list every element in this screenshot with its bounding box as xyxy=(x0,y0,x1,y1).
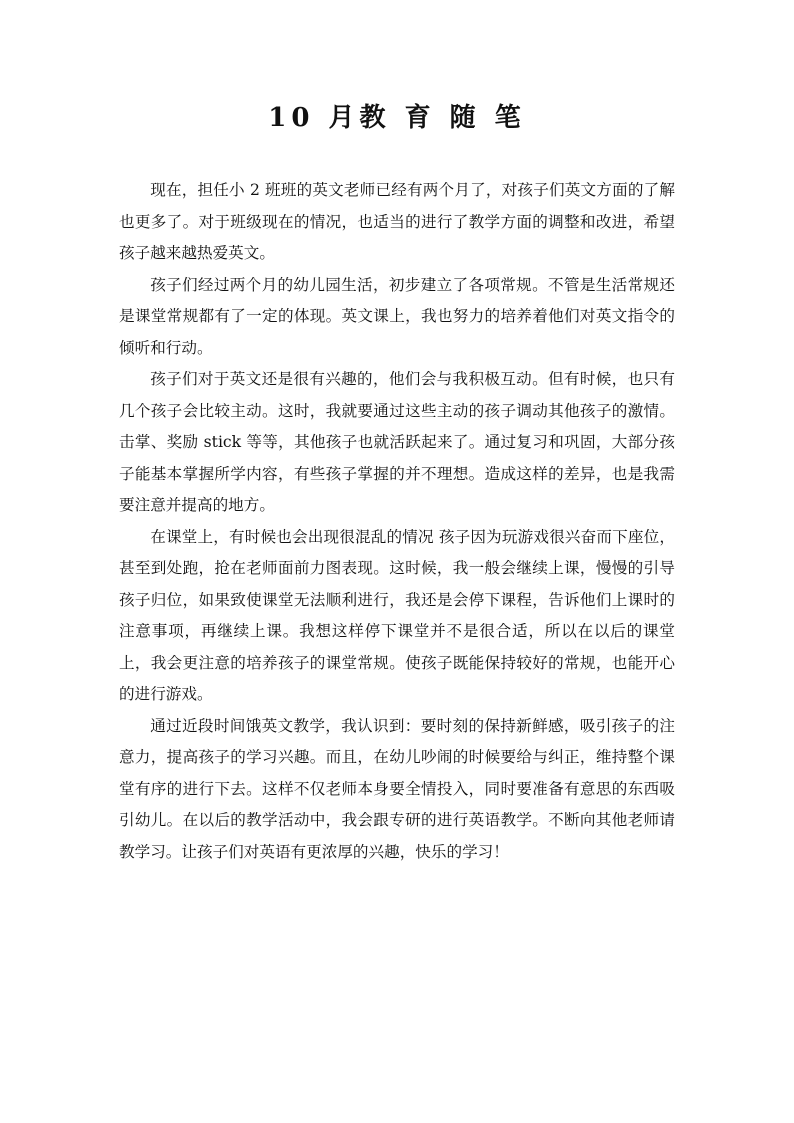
paragraph-4: 在课堂上，有时候也会出现很混乱的情况 孩子因为玩游戏很兴奋而下座位，甚至到处跑，抢在老师面前力图表现。这时候，我一般会继续上课，慢慢的引导孩子归位，如果致使课堂无法顺利进行，我还是会停下课程，告诉他们上课时的注意事项，再继续上课。我想这样停下课堂并不是很合适，所以在以后的课堂上，我会更注意的培养孩子的课堂常规。使孩子既能保持较好的常规，也能开心的进行游戏。 xyxy=(119,527,675,703)
paragraph-2: 孩子们经过两个月的幼儿园生活，初步建立了各项常规。不管是生活常规还是课堂常规都有了一定的体现。英文课上，我也努力的培养着他们对英文指令的倾听和行动。 xyxy=(119,275,675,357)
paragraph-5: 通过近段时间饿英文教学，我认识到：要时刻的保持新鲜感，吸引孩子的注意力，提高孩子的学习兴趣。而且，在幼儿吵闹的时候要给与纠正，维持整个课堂有序的进行下去。这样不仅老师本身要全情投入，同时要准备有意思的东西吸引幼儿。在以后的教学活动中，我会跟专研的进行英语教学。不断向其他老师请教学习。让孩子们对英语有更浓厚的兴趣，快乐的学习！ xyxy=(119,716,675,861)
paragraph-3: 孩子们对于英文还是很有兴趣的，他们会与我积极互动。但有时候，也只有几个孩子会比较主动。这时，我就要通过这些主动的孩子调动其他孩子的激情。击掌、奖励 stick 等等，其他孩子也就活跃起来了。通过复习和巩固，大部分孩子能基本掌握所学内容，有些孩子掌握的并不理想。造成这样的差异，也是我需要注意并提高的地方。 xyxy=(119,370,675,514)
document-body xyxy=(119,175,675,868)
paragraph-1: 现在，担任小 2 班班的英文老师已经有两个月了，对孩子们英文方面的了解也更多了。对于班级现在的情况，也适当的进行了教学方面的调整和改进，希望孩子越来越热爱英文。 xyxy=(119,181,675,262)
document-title: 10 月教 育 随 笔 xyxy=(268,103,526,133)
